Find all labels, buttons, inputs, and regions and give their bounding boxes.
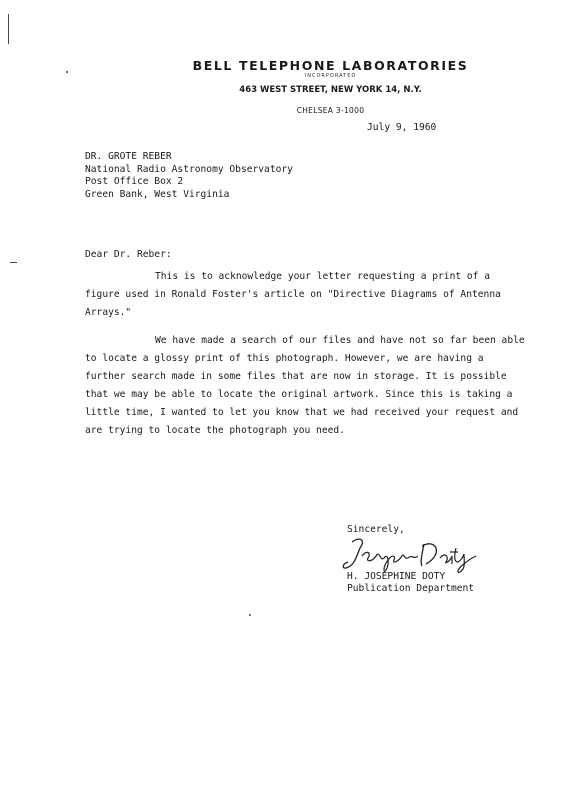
signer-name: H. JOSEPHINE DOTY [347,571,446,582]
recipient-name: DR. GROTE REBER [85,151,172,162]
recipient-block [85,151,293,201]
recipient-address-line: Green Bank, West Virginia [85,188,230,200]
speck [249,614,251,616]
closing: Sincerely, [347,524,405,535]
recipient-address-line: Post Office Box 2 [85,176,184,187]
margin-mark [10,262,17,263]
letterhead-phone: CHELSEA 3-1000 [296,106,365,115]
letter-body [85,268,525,450]
letterhead-address: 463 WEST STREET, NEW YORK 14, N.Y. [239,85,422,95]
margin-mark [8,14,9,44]
handwritten-signature [340,534,480,574]
body-paragraph: This is to acknowledge your letter requesting a print of a figure used in Ronald Foster's article on "Directive Diagrams of Antenna Arrays." [85,271,501,318]
salutation: Dear Dr. Reber: [85,249,172,260]
letterhead-organization: BELL TELEPHONE LABORATORIES [192,58,469,73]
body-paragraph: We have made a search of our files and have not so far been able to locate a glossy print of this photograph. However, we are having a further search made in some files that are now in storage. It is possible that we may be able to locate the original artwork. Since this is taking a little time, I wanted to let you know that we had received your request and are trying to locate the photograph you need. [85,335,525,436]
signer-department: Publication Department [347,583,475,594]
letterhead-incorporated: INCORPORATED [304,73,357,79]
recipient-address-line: National Radio Astronomy Observatory [85,163,293,175]
letter-date: July 9, 1960 [367,122,437,133]
